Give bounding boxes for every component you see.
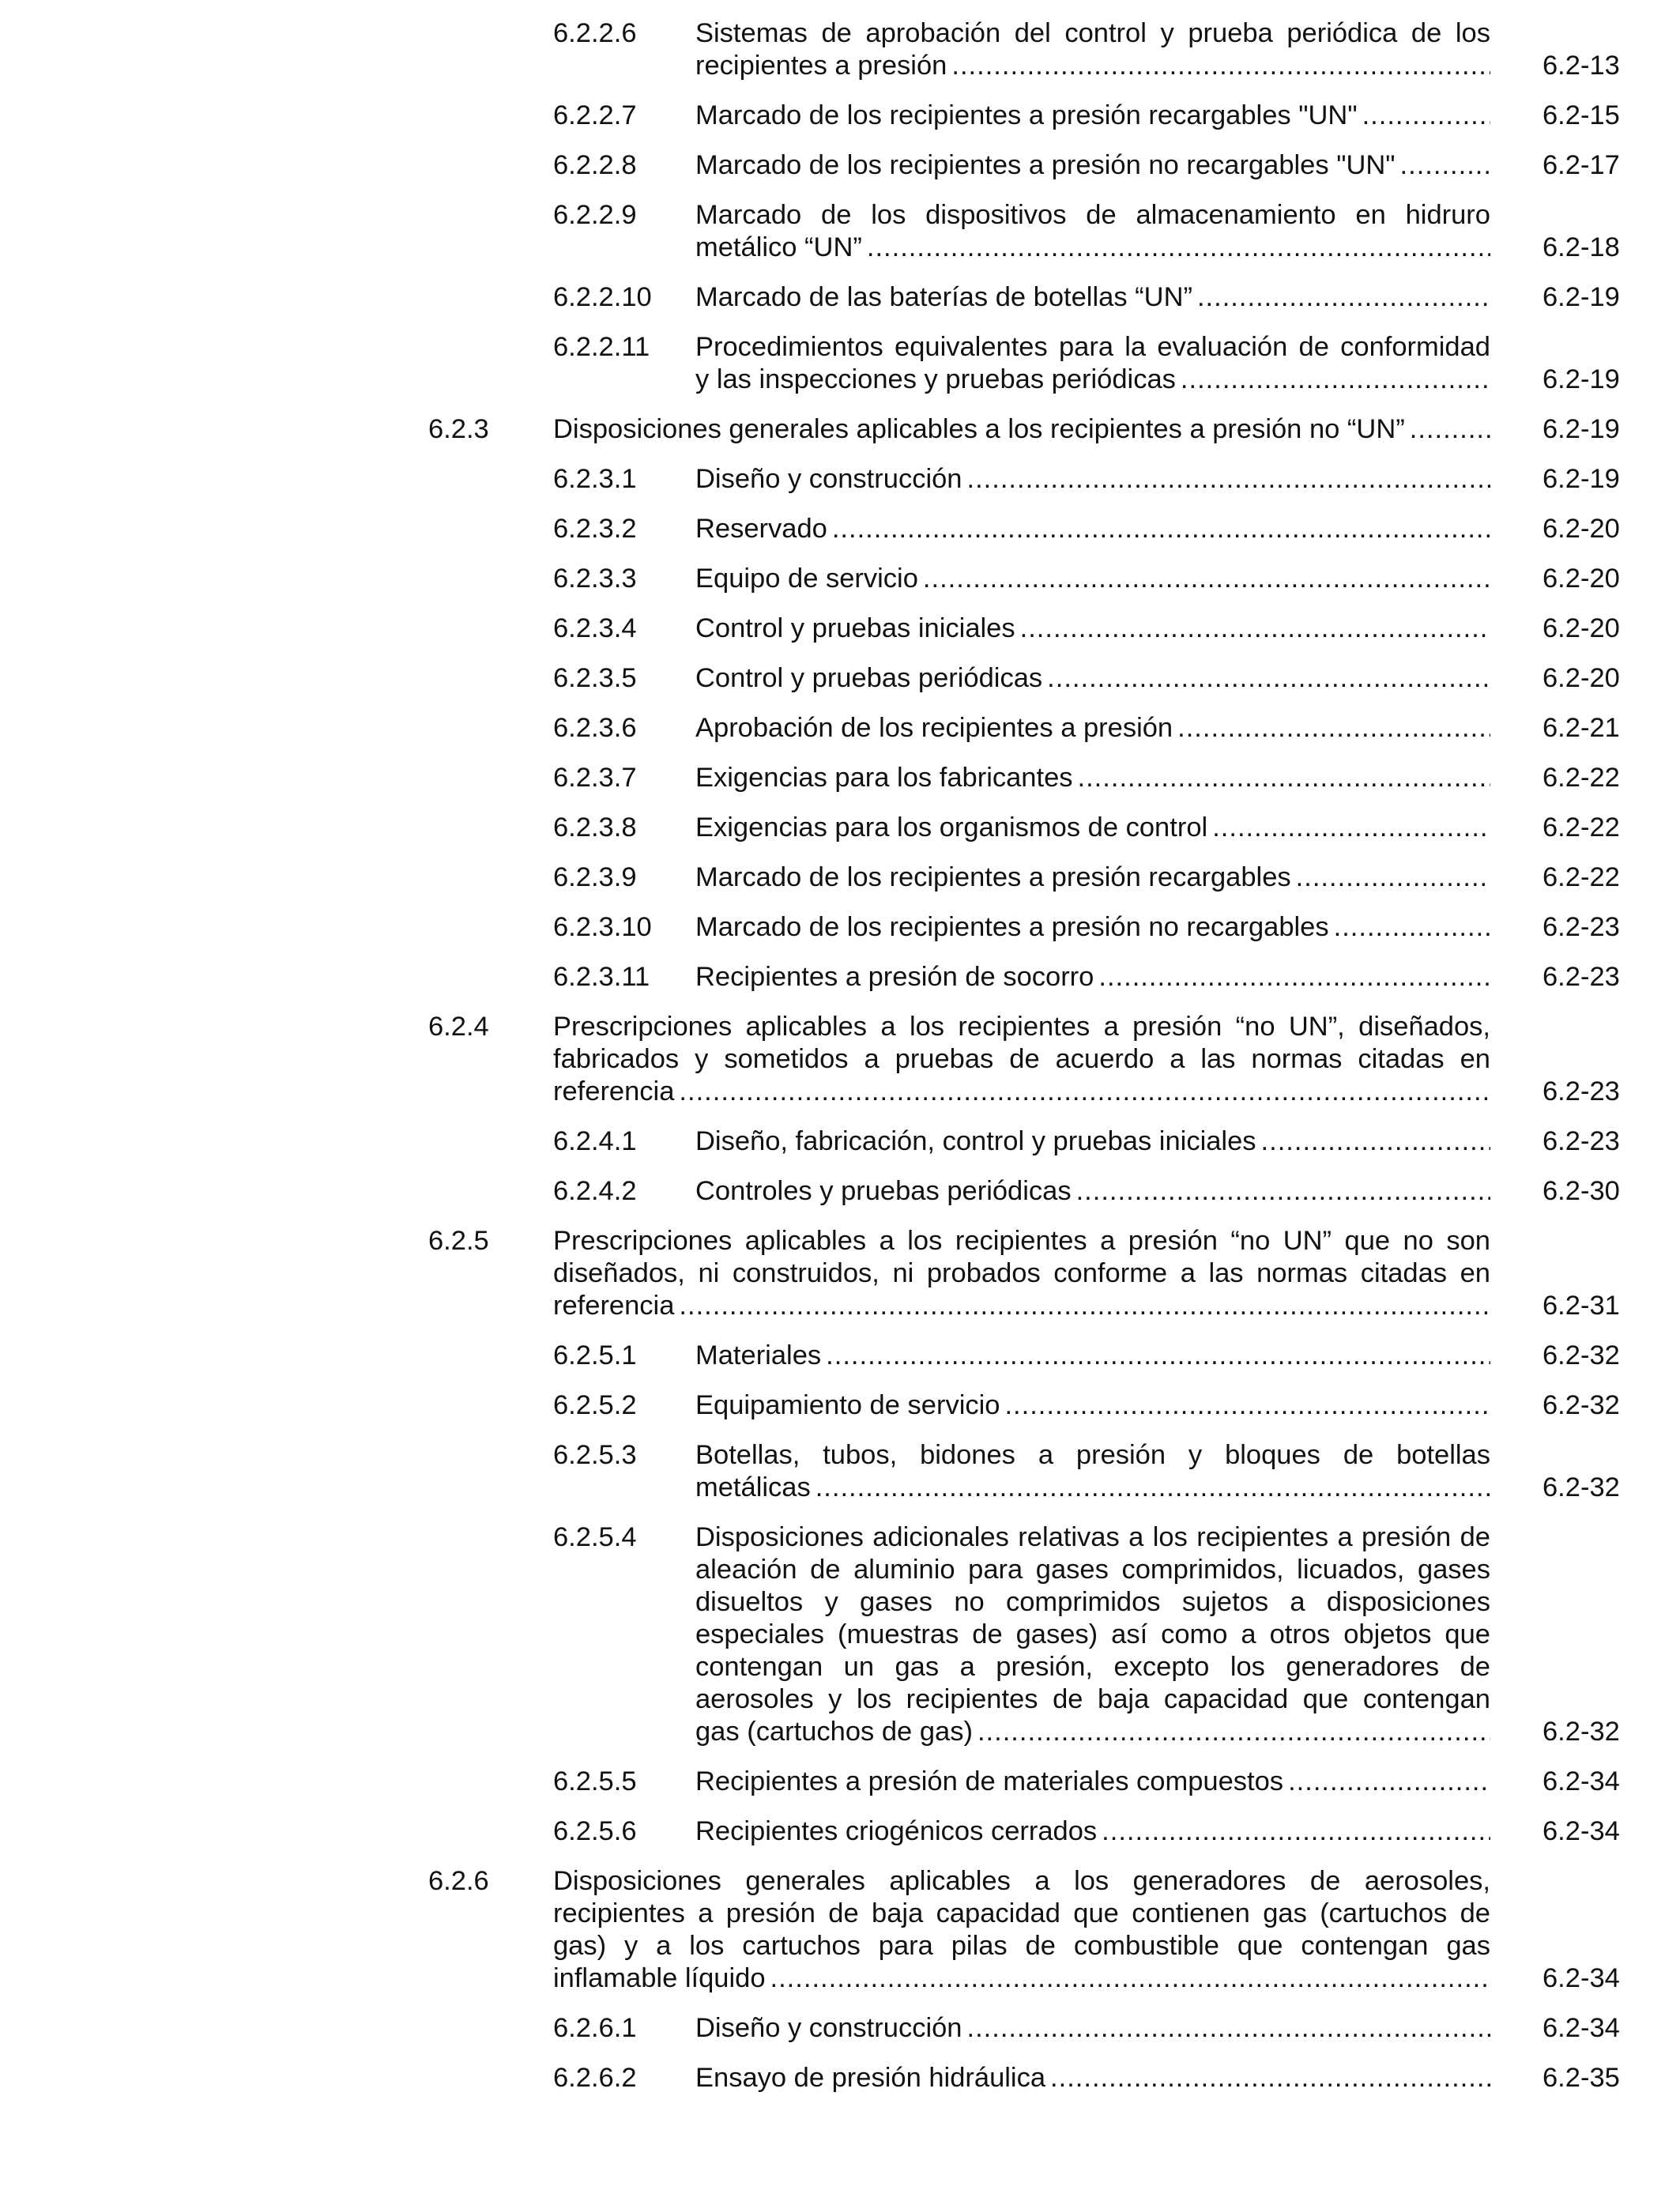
toc-entry-title-last-line: [695, 1389, 1490, 1422]
toc-entry-page: 6.2-19: [1543, 464, 1620, 494]
dot-leader: [1261, 1125, 1490, 1158]
toc-entry-number: 6.2.3.10: [553, 912, 652, 942]
dot-leader: [1078, 762, 1490, 794]
toc-entry-title-text: metálico “UN”: [695, 232, 862, 262]
toc-entry-title: [695, 812, 1490, 844]
toc-entry-title: [553, 1865, 1490, 1995]
dot-leader: [770, 1962, 1490, 1995]
toc-entry-title: [553, 413, 1490, 446]
toc-entry-page: 6.2-31: [1543, 1291, 1620, 1321]
toc-entry-title: [695, 762, 1490, 794]
toc-entry-title: [695, 1766, 1490, 1798]
toc-entry-page: 6.2-19: [1543, 282, 1620, 312]
toc-entry-title-lead: Disposiciones generales aplicables a los generadores de aerosoles, recipientes a presión de baja capacidad que contienen gas (cartuchos de gas) y a los cartuchos para pilas de combustible que contengan gas: [553, 1866, 1490, 1961]
toc-entry-page: 6.2-22: [1543, 763, 1620, 793]
toc-entry-title-text: referencia: [553, 1076, 675, 1106]
toc-entry: [553, 100, 1680, 132]
toc-entry-title-text: Reservado: [695, 514, 827, 544]
toc-entry-title-text: Disposiciones generales aplicables a los recipientes a presión no “UN”: [553, 414, 1405, 444]
toc-entry: [553, 1340, 1680, 1372]
toc-entry-number: 6.2.6: [428, 1866, 489, 1896]
toc-entry: [553, 861, 1680, 894]
toc-entry-page: 6.2-23: [1543, 912, 1620, 942]
dot-leader: [1212, 812, 1490, 844]
toc-entry-number: 6.2.3.1: [553, 464, 637, 494]
toc-entry-title-text: Aprobación de los recipientes a presión: [695, 713, 1173, 743]
toc-entry: [553, 911, 1680, 944]
toc-entry: [553, 812, 1680, 844]
toc-entry-title: [695, 513, 1490, 545]
toc-entry-page: 6.2-20: [1543, 564, 1620, 594]
dot-leader: [1197, 281, 1490, 314]
toc-entry: [553, 463, 1680, 496]
toc-entry-page: 6.2-34: [1543, 1766, 1620, 1796]
toc-entry-number: 6.2.4: [428, 1012, 489, 1042]
toc-entry: [553, 712, 1680, 745]
toc-entry-title-last-line: [695, 762, 1490, 794]
toc-entry-number: 6.2.3.4: [553, 613, 637, 643]
toc-entry: [553, 1439, 1680, 1504]
toc-entry: [553, 17, 1680, 82]
toc-entry-title-text: Control y pruebas periódicas: [695, 663, 1043, 693]
toc-entry-title-last-line: [695, 812, 1490, 844]
dot-leader: [923, 563, 1490, 595]
toc-entry: [553, 199, 1680, 264]
toc-entry-number: 6.2.5.6: [553, 1816, 637, 1846]
toc-entry-number: 6.2.2.6: [553, 18, 637, 48]
table-of-contents: [0, 17, 1680, 2112]
toc-entry-page: 6.2-23: [1543, 962, 1620, 992]
toc-entry-title: [553, 1011, 1490, 1108]
toc-entry-page: 6.2-34: [1543, 1963, 1620, 1993]
toc-entry-title-text: Control y pruebas iniciales: [695, 613, 1015, 643]
toc-entry-page: 6.2-23: [1543, 1076, 1620, 1106]
toc-entry-title: [695, 17, 1490, 82]
toc-entry-page: 6.2-18: [1543, 232, 1620, 262]
toc-entry-title-text: Marcado de los recipientes a presión recargables: [695, 862, 1291, 892]
toc-entry-title-text: Diseño y construcción: [695, 2013, 962, 2043]
toc-entry-title-text: Marcado de las baterías de botellas “UN”: [695, 282, 1192, 312]
toc-entry-title-last-line: [553, 413, 1490, 446]
toc-entry-number: 6.2.2.11: [553, 332, 650, 362]
toc-entry: [553, 563, 1680, 595]
dot-leader: [679, 1076, 1490, 1108]
toc-entry-title-last-line: [695, 961, 1490, 993]
dot-leader: [1098, 961, 1490, 993]
toc-entry-page: 6.2-32: [1543, 1717, 1620, 1747]
toc-entry-title: [695, 281, 1490, 314]
toc-entry-number: 6.2.5.1: [553, 1340, 637, 1370]
toc-entry-title-last-line: [695, 149, 1490, 182]
toc-entry-title-last-line: [695, 2062, 1490, 2094]
toc-entry-title-last-line: [695, 861, 1490, 894]
toc-entry-page: 6.2-21: [1543, 713, 1620, 743]
toc-entry-title-last-line: [695, 1125, 1490, 1158]
toc-entry: [553, 762, 1680, 794]
toc-entry: [553, 1175, 1680, 1208]
toc-entry-title-last-line: [695, 1340, 1490, 1372]
toc-entry-title-lead: Botellas, tubos, bidones a presión y bloques de botellas: [695, 1440, 1490, 1470]
toc-entry: [553, 281, 1680, 314]
toc-entry-title-text: Exigencias para los organismos de control: [695, 812, 1208, 843]
toc-entry: [553, 2012, 1680, 2045]
toc-entry-title-last-line: [695, 100, 1490, 132]
dot-leader: [867, 232, 1490, 264]
toc-entry-title-text: Diseño y construcción: [695, 464, 962, 494]
toc-entry-title-last-line: [695, 50, 1490, 82]
toc-entry: [553, 1521, 1680, 1748]
dot-leader: [832, 513, 1490, 545]
toc-entry-number: 6.2.2.8: [553, 150, 637, 180]
dot-leader: [826, 1340, 1490, 1372]
toc-entry-number: 6.2.2.7: [553, 100, 637, 130]
toc-entry-number: 6.2.5.5: [553, 1766, 637, 1796]
toc-entry-title-text: Marcado de los recipientes a presión no recargables: [695, 912, 1329, 942]
dot-leader: [1076, 1175, 1490, 1208]
toc-entry-title-last-line: [695, 1472, 1490, 1504]
toc-entry-page: 6.2-19: [1543, 364, 1620, 394]
toc-entry-title-last-line: [695, 662, 1490, 695]
toc-entry-title-text: Marcado de los recipientes a presión recargables "UN": [695, 100, 1358, 130]
toc-entry-number: 6.2.2.10: [553, 282, 652, 312]
toc-entry-title-last-line: [695, 613, 1490, 645]
dot-leader: [1020, 613, 1490, 645]
dot-leader: [1102, 1815, 1490, 1848]
toc-entry-number: 6.2.5.2: [553, 1390, 637, 1420]
toc-entry-title-text: inflamable líquido: [553, 1963, 766, 1993]
dot-leader: [1181, 364, 1490, 396]
toc-entry-title-text: Recipientes criogénicos cerrados: [695, 1816, 1098, 1846]
toc-entry-number: 6.2.5: [428, 1226, 489, 1256]
dot-leader: [951, 50, 1490, 82]
toc-entry-number: 6.2.3.7: [553, 763, 637, 793]
toc-entry-title-last-line: [695, 1766, 1490, 1798]
toc-entry-number: 6.2.4.1: [553, 1126, 637, 1156]
toc-entry-number: 6.2.3: [428, 414, 489, 444]
toc-entry-title: [695, 662, 1490, 695]
toc-entry-title: [695, 712, 1490, 745]
toc-entry-title-text: Recipientes a presión de materiales compuestos: [695, 1766, 1284, 1796]
toc-entry-title-last-line: [695, 232, 1490, 264]
toc-entry: [428, 1865, 1680, 1995]
toc-entry-number: 6.2.6.1: [553, 2013, 637, 2043]
toc-entry-title-lead: Prescripciones aplicables a los recipientes a presión “no UN” que no son diseñados, ni construidos, ni probados conforme a las normas citadas en: [553, 1226, 1490, 1288]
toc-entry-title-text: Recipientes a presión de socorro: [695, 962, 1094, 992]
toc-entry-number: 6.2.5.4: [553, 1522, 637, 1552]
toc-entry-page: 6.2-30: [1543, 1176, 1620, 1206]
toc-entry-title: [695, 613, 1490, 645]
toc-entry-title-last-line: [553, 1290, 1490, 1322]
toc-entry-title: [695, 463, 1490, 496]
toc-entry: [553, 1766, 1680, 1798]
toc-entry-page: 6.2-20: [1543, 663, 1620, 693]
toc-entry-title: [553, 1225, 1490, 1322]
toc-entry-title: [695, 100, 1490, 132]
toc-entry-title-text: metálicas: [695, 1472, 811, 1502]
toc-entry-title: [695, 149, 1490, 182]
toc-entry-number: 6.2.5.3: [553, 1440, 637, 1470]
toc-entry: [553, 331, 1680, 396]
toc-entry-title: [695, 2012, 1490, 2045]
toc-entry-title: [695, 1175, 1490, 1208]
toc-entry-page: 6.2-32: [1543, 1340, 1620, 1370]
toc-entry-title-text: Marcado de los recipientes a presión no recargables "UN": [695, 150, 1396, 180]
dot-leader: [1177, 712, 1490, 745]
toc-entry-title-text: referencia: [553, 1291, 675, 1321]
toc-entry-title: [695, 331, 1490, 396]
toc-entry-page: 6.2-22: [1543, 862, 1620, 892]
toc-entry-number: 6.2.3.11: [553, 962, 650, 992]
toc-entry-title-last-line: [695, 463, 1490, 496]
toc-entry-title-last-line: [695, 364, 1490, 396]
toc-entry-title-last-line: [695, 513, 1490, 545]
dot-leader: [1296, 861, 1490, 894]
toc-entry-title-lead: Procedimientos equivalentes para la evaluación de conformidad: [695, 332, 1490, 362]
toc-entry-number: 6.2.6.2: [553, 2063, 637, 2093]
dot-leader: [1362, 100, 1490, 132]
toc-entry-title-text: Ensayo de presión hidráulica: [695, 2063, 1046, 2093]
toc-entry-number: 6.2.3.3: [553, 564, 637, 594]
toc-entry-title: [695, 1389, 1490, 1422]
toc-entry-title-text: Equipamiento de servicio: [695, 1390, 1000, 1420]
dot-leader: [1050, 2062, 1490, 2094]
toc-entry-title-text: Diseño, fabricación, control y pruebas iniciales: [695, 1126, 1256, 1156]
toc-entry-number: 6.2.3.9: [553, 862, 637, 892]
dot-leader: [1004, 1389, 1490, 1422]
toc-entry-number: 6.2.3.2: [553, 514, 637, 544]
toc-entry-title-last-line: [695, 563, 1490, 595]
toc-entry: [553, 149, 1680, 182]
toc-entry-page: 6.2-20: [1543, 613, 1620, 643]
toc-entry: [428, 1011, 1680, 1108]
toc-entry-title: [695, 1340, 1490, 1372]
toc-entry-page: 6.2-34: [1543, 1816, 1620, 1846]
toc-entry: [553, 1125, 1680, 1158]
toc-entry-title-last-line: [695, 911, 1490, 944]
dot-leader: [816, 1472, 1490, 1504]
toc-entry-title-text: Exigencias para los fabricantes: [695, 763, 1073, 793]
toc-entry-title-text: Materiales: [695, 1340, 822, 1370]
toc-entry-page: 6.2-34: [1543, 2013, 1620, 2043]
toc-entry-title-last-line: [695, 712, 1490, 745]
toc-entry: [553, 2062, 1680, 2094]
dot-leader: [1047, 662, 1490, 695]
toc-entry-title-last-line: [553, 1076, 1490, 1108]
dot-leader: [1400, 149, 1490, 182]
toc-entry-title-last-line: [695, 1716, 1490, 1748]
toc-entry-title: [695, 911, 1490, 944]
toc-entry: [428, 1225, 1680, 1322]
toc-entry-title-last-line: [695, 281, 1490, 314]
toc-entry-number: 6.2.3.5: [553, 663, 637, 693]
toc-entry-title-text: y las inspecciones y pruebas periódicas: [695, 364, 1176, 394]
toc-entry-title-lead: Sistemas de aprobación del control y prueba periódica de los: [695, 18, 1490, 48]
toc-entry-title-text: Controles y pruebas periódicas: [695, 1176, 1072, 1206]
toc-entry-title-last-line: [695, 1175, 1490, 1208]
toc-entry: [553, 1389, 1680, 1422]
toc-entry-page: 6.2-32: [1543, 1472, 1620, 1502]
toc-entry-title-last-line: [695, 1815, 1490, 1848]
toc-entry-title-last-line: [695, 2012, 1490, 2045]
toc-entry: [553, 662, 1680, 695]
toc-entry-title: [695, 1521, 1490, 1748]
toc-entry-number: 6.2.3.6: [553, 713, 637, 743]
toc-entry-title-text: gas (cartuchos de gas): [695, 1717, 973, 1747]
toc-entry-page: 6.2-32: [1543, 1390, 1620, 1420]
toc-entry-title: [695, 1439, 1490, 1504]
dot-leader: [1334, 911, 1490, 944]
toc-entry: [553, 1815, 1680, 1848]
toc-entry: [428, 413, 1680, 446]
toc-entry-title-text: Equipo de servicio: [695, 564, 918, 594]
toc-entry-title: [695, 861, 1490, 894]
toc-entry-page: 6.2-15: [1543, 100, 1620, 130]
toc-entry: [553, 613, 1680, 645]
toc-entry-title-last-line: [553, 1962, 1490, 1995]
toc-entry-page: 6.2-17: [1543, 150, 1620, 180]
toc-entry-title: [695, 1815, 1490, 1848]
toc-entry-title: [695, 2062, 1490, 2094]
dot-leader: [1410, 413, 1490, 446]
toc-entry-title-text: recipientes a presión: [695, 51, 947, 81]
toc-entry-title-lead: Marcado de los dispositivos de almacenamiento en hidruro: [695, 200, 1490, 230]
toc-entry-page: 6.2-22: [1543, 812, 1620, 843]
toc-entry-page: 6.2-20: [1543, 514, 1620, 544]
toc-entry: [553, 961, 1680, 993]
toc-entry-title-lead: Disposiciones adicionales relativas a los recipientes a presión de aleación de aluminio para gases comprimidos, licuados, gases disueltos y gases no comprimidos sujetos a disposiciones especiales (muestras de gases) así como a otros objetos que contengan un gas a presión, excepto los generadores de aerosoles y los recipientes de baja capacidad que contengan: [695, 1522, 1490, 1714]
toc-entry-title: [695, 1125, 1490, 1158]
dot-leader: [1288, 1766, 1490, 1798]
toc-entry-number: 6.2.3.8: [553, 812, 637, 843]
dot-leader: [967, 463, 1491, 496]
toc-entry-number: 6.2.4.2: [553, 1176, 637, 1206]
toc-entry-page: 6.2-13: [1543, 51, 1620, 81]
toc-entry-page: 6.2-23: [1543, 1126, 1620, 1156]
toc-entry-page: 6.2-19: [1543, 414, 1620, 444]
toc-entry-title-lead: Prescripciones aplicables a los recipientes a presión “no UN”, diseñados, fabricados y sometidos a pruebas de acuerdo a las normas citadas en: [553, 1012, 1490, 1074]
toc-entry-title: [695, 199, 1490, 264]
dot-leader: [679, 1290, 1490, 1322]
dot-leader: [977, 1716, 1490, 1748]
toc-entry-title: [695, 563, 1490, 595]
toc-entry: [553, 513, 1680, 545]
dot-leader: [967, 2012, 1491, 2045]
toc-entry-page: 6.2-35: [1543, 2063, 1620, 2093]
toc-entry-number: 6.2.2.9: [553, 200, 637, 230]
toc-entry-title: [695, 961, 1490, 993]
